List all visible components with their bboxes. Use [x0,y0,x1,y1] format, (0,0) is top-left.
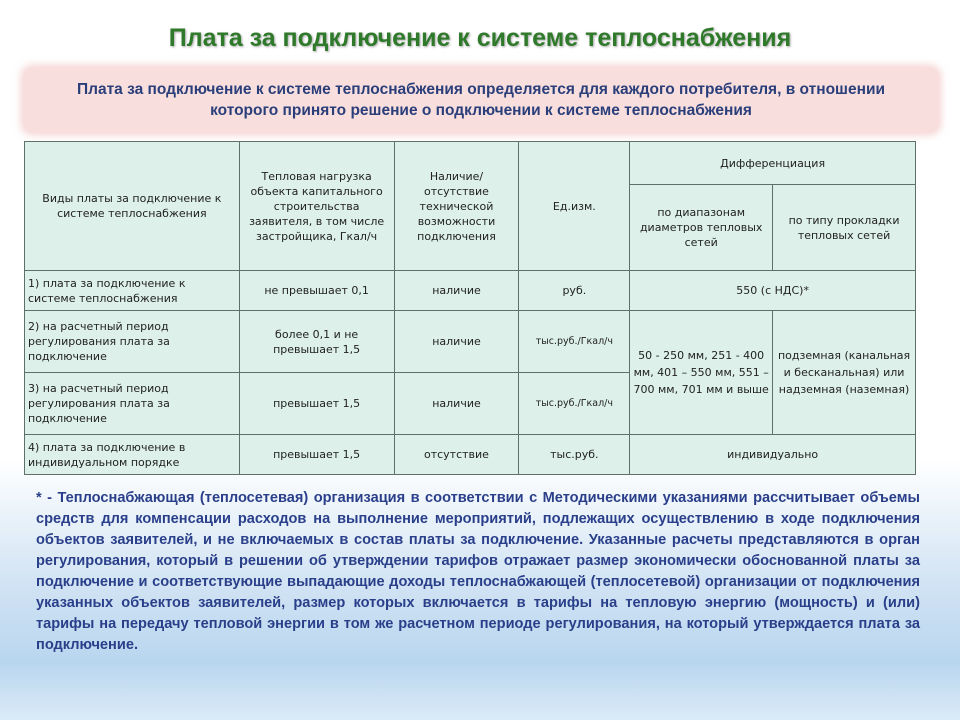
row-availability: наличие [394,373,519,435]
footnote-star: * [36,490,42,506]
row-unit: тыс.руб./Гкал/ч [519,373,630,435]
row-unit: тыс.руб./Гкал/ч [519,311,630,373]
row-unit: тыс.руб. [519,435,630,475]
row-load: превышает 1,5 [239,435,394,475]
row-type: 1) плата за подключение к системе теплоснабжения [25,271,240,311]
footnote [36,488,920,656]
header-types: Виды платы за подключение к системе теплоснабжения [25,142,240,271]
fee-table [24,141,916,475]
row-availability: наличие [394,311,519,373]
row-availability: отсутствие [394,435,519,475]
info-text: Плата за подключение к системе теплоснабжения определяется для каждого потребителя, в отношении которого принято решение о подключении к системе теплоснабжения [76,81,886,119]
header-unit: Ед.изм. [519,142,630,271]
row-unit: руб. [519,271,630,311]
footnote-text: - Теплоснабжающая (теплосетевая) организация в соответствии с Методическими указаниями рассчитывает объемы средств для компенсации расходов на выполнение мероприятий, подлежащих осуществлению в ходе подключения объектов заявителей, и не включаемых в состав платы за подключение. Указанные расчеты представляются в орган регулирования, который в решении об утверждении тарифов отражает размер экономически обоснованной платы за подключение и соответствующие выпадающие доходы теплоснабжающей (теплосетевой) организации от подключения указанных объектов заявителей, размер которых включается в тарифы на тепловую энергию (мощность) и (или) тарифы на передачу тепловой энергии в том же расчетном периоде регулирования, на который утверждается плата за подключение. [36,490,920,653]
row-diff: индивидуально [630,435,916,475]
row-diff: 550 (с НДС)* [630,271,916,311]
row-load: не превышает 0,1 [239,271,394,311]
row-load: превышает 1,5 [239,373,394,435]
header-by-diameter: по диапазонам диаметров тепловых сетей [630,185,773,271]
page-title: Плата за подключение к системе теплоснабжения [168,24,792,52]
row-load: более 0,1 и не превышает 1,5 [239,311,394,373]
header-load: Тепловая нагрузка объекта капитального строительства заявителя, в том числе застройщика, Гкал/ч [239,142,394,271]
diameter-ranges: 50 - 250 мм, 251 - 400 мм, 401 – 550 мм, 551 – 700 мм, 701 мм и выше [630,311,773,435]
row-availability: наличие [394,271,519,311]
header-availability: Наличие/ отсутствие технической возможности подключения [394,142,519,271]
row-type: 4) плата за подключение в индивидуальном порядке [25,435,240,475]
laying-types: подземная (канальная и бесканальная) или надземная (наземная) [773,311,916,435]
info-box [24,68,938,132]
table-row [25,271,916,311]
row-type: 3) на расчетный период регулирования плата за подключение [25,373,240,435]
row-type: 2) на расчетный период регулирования плата за подключение [25,311,240,373]
header-by-laying: по типу прокладки тепловых сетей [773,185,916,271]
header-differentiation: Дифференциация [630,142,916,185]
table-row [25,435,916,475]
table-row [25,311,916,373]
